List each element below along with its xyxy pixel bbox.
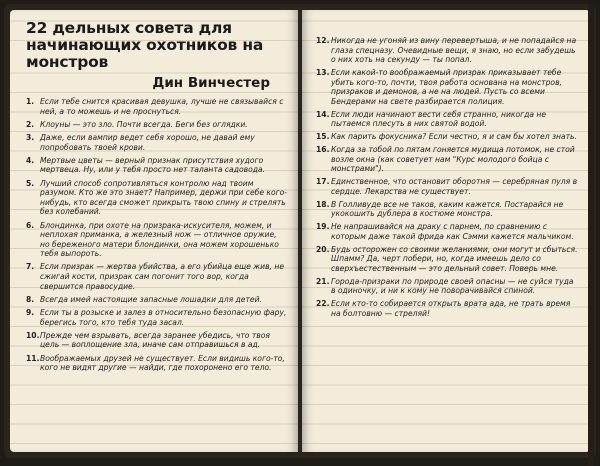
tip-item bbox=[316, 222, 580, 241]
tips-list-left bbox=[26, 97, 288, 373]
tip-item bbox=[316, 245, 580, 274]
tip-item bbox=[26, 120, 288, 130]
tip-number: 3. bbox=[26, 132, 35, 142]
tip-text: Клоуны — это зло. Почти всегда. Беги без оглядки. bbox=[40, 119, 248, 129]
tip-number: 21. bbox=[316, 276, 330, 286]
tip-number: 14. bbox=[316, 109, 330, 119]
tip-text: Единственное, что остановит оборотня — серебряная пуля в сердце. Лекарства не существует. bbox=[331, 177, 578, 196]
tip-item bbox=[26, 133, 288, 152]
tip-number: 8. bbox=[26, 294, 35, 304]
tip-item bbox=[26, 97, 288, 116]
tip-number: 9. bbox=[26, 308, 35, 318]
tip-text: Мертвые цветы — верный признак присутствия худого мертвеца. Ну, или у тебя просто нет таланта садовода. bbox=[40, 155, 266, 175]
tip-number: 1. bbox=[26, 97, 35, 106]
tip-item bbox=[26, 354, 288, 373]
tip-item bbox=[316, 132, 580, 142]
page-title: 22 дельных совета для начинающих охотников на монстров bbox=[26, 19, 264, 71]
tip-text: Даже, если вампир ведет себя хорошо, не давай ему попробовать твоей крови. bbox=[40, 132, 255, 152]
tip-item bbox=[316, 277, 580, 296]
tip-number: 5. bbox=[26, 178, 35, 188]
tip-number: 17. bbox=[316, 177, 330, 187]
tip-item bbox=[316, 299, 580, 318]
tip-text: Города-призраки по природе своей опасны — не суйся туда в одиночку, и ни к кому не поворачивайся спиной. bbox=[331, 276, 574, 296]
tip-item bbox=[26, 295, 288, 305]
tip-text: Если какой-то воображаемый призрак приказывает тебе убить кого-то, почти, твоя работа основана на монстров, призраков и демонов, а не на людей. Пусть со всеми Бендерами на свете разбирается полиция. bbox=[331, 68, 562, 106]
tip-text: Будь осторожен со своими желаниями, они могут и сбыться. Шпамм? Да, черт побери, но, когда имеешь дело со сверхъестественным — это дельный совет. Поверь мне. bbox=[331, 244, 578, 273]
tip-number: 12. bbox=[316, 36, 330, 45]
tip-number: 7. bbox=[26, 262, 35, 272]
tip-text: Когда за тобой по пятам гоняется мудища потомок, не стой возле окна (как советует нам "Курс молодого бойца с монстрами"). bbox=[331, 145, 575, 174]
tip-text: Лучший способ сопротивляться контролю над твоим разумом. Кто же это знает? Например, держи при себе кого-нибудь, кто всегда сможет прикрыть твою спину и стрелять без колебаний. bbox=[40, 178, 288, 217]
tip-number: 2. bbox=[26, 119, 35, 129]
notebook bbox=[4, 4, 596, 458]
tip-item bbox=[316, 68, 580, 106]
tip-number: 16. bbox=[316, 145, 330, 155]
tip-text: Воображаемых друзей не существует. Если видишь кого-то, кого не видят другие — найди, где похоронено его тело. bbox=[40, 353, 285, 373]
tip-text: Блондинка, при охоте на призрака-искусителя, можем, и неплохая приманка, а железный нож — отличное оружие, но береженого матери блондинки, она можем хорошенько тебя выпороть. bbox=[40, 220, 279, 259]
tip-text: Если тебе снится красивая девушка, лучше не связывайся с ней, а то можешь и не проснуться. bbox=[40, 97, 284, 116]
tip-item bbox=[26, 156, 288, 175]
tip-number: 18. bbox=[316, 199, 330, 209]
tip-number: 22. bbox=[316, 299, 330, 309]
tip-item bbox=[26, 262, 288, 291]
tip-number: 6. bbox=[26, 220, 35, 230]
tip-number: 19. bbox=[316, 222, 330, 232]
tip-text: Если люди начинают вести себя странно, никогда не пытаемся плесуть в них святой водой. bbox=[331, 109, 547, 129]
tip-text: Не напрашивайся на драку с парнем, по сравнению с которым даже такой фрида как Сэмми кажется мальчиком. bbox=[331, 222, 574, 241]
tip-item bbox=[316, 110, 580, 129]
tip-text: Как парить фокусника? Если честно, я и сам бы хотел знать. bbox=[331, 132, 577, 142]
tip-item bbox=[316, 36, 580, 65]
tip-number: 11. bbox=[26, 353, 40, 363]
tip-number: 4. bbox=[26, 155, 35, 165]
tips-list-right bbox=[316, 36, 580, 318]
tip-item bbox=[26, 221, 288, 259]
tip-number: 20. bbox=[316, 244, 330, 254]
tip-item bbox=[26, 331, 288, 350]
tip-text: Никогда не угоняй из вину перевертыша, и не попадайся на глаза спецназу. Очевидные вещи, я знаю, но если забудешь о них хоть на секунду — ты попал. bbox=[331, 36, 577, 65]
tip-text: Если ты в розыске и залез в относительно безопасную фару, берегись того, кто тебя туда засал. bbox=[40, 308, 287, 327]
left-page bbox=[10, 10, 298, 452]
tip-text: В Голливуде все не таков, каким кажется. Постарайся не укокошить дублера в костюме монстра. bbox=[331, 199, 564, 219]
tip-number: 15. bbox=[316, 132, 330, 142]
tip-item bbox=[26, 179, 288, 217]
tip-text: Всегда имей настоящие запасные лошадки для детей. bbox=[40, 294, 262, 304]
tip-number: 10. bbox=[26, 330, 40, 340]
tip-text: Прежде чем взрывать, всегда заранее убедись, что твоя цель — воплощение зла, иначе сам отправишься в ад. bbox=[40, 330, 270, 350]
tip-item bbox=[316, 200, 580, 219]
notebook-edge bbox=[588, 4, 594, 466]
author-signature: Дин Винчестер bbox=[152, 75, 270, 91]
tip-item bbox=[26, 308, 288, 327]
right-page bbox=[302, 10, 590, 452]
tip-number: 13. bbox=[316, 68, 330, 78]
tip-text: Если призрак — жертва убийства, а его убийца еще жив, не сжигай кости, призрак сам погонит того вор, когда свершится правосудие. bbox=[40, 262, 285, 291]
tip-item bbox=[316, 145, 580, 174]
tip-text: Если кто-то собирается открыть врата ада, не трать время на болтовню — стреляй! bbox=[331, 299, 571, 318]
tip-item bbox=[316, 177, 580, 196]
